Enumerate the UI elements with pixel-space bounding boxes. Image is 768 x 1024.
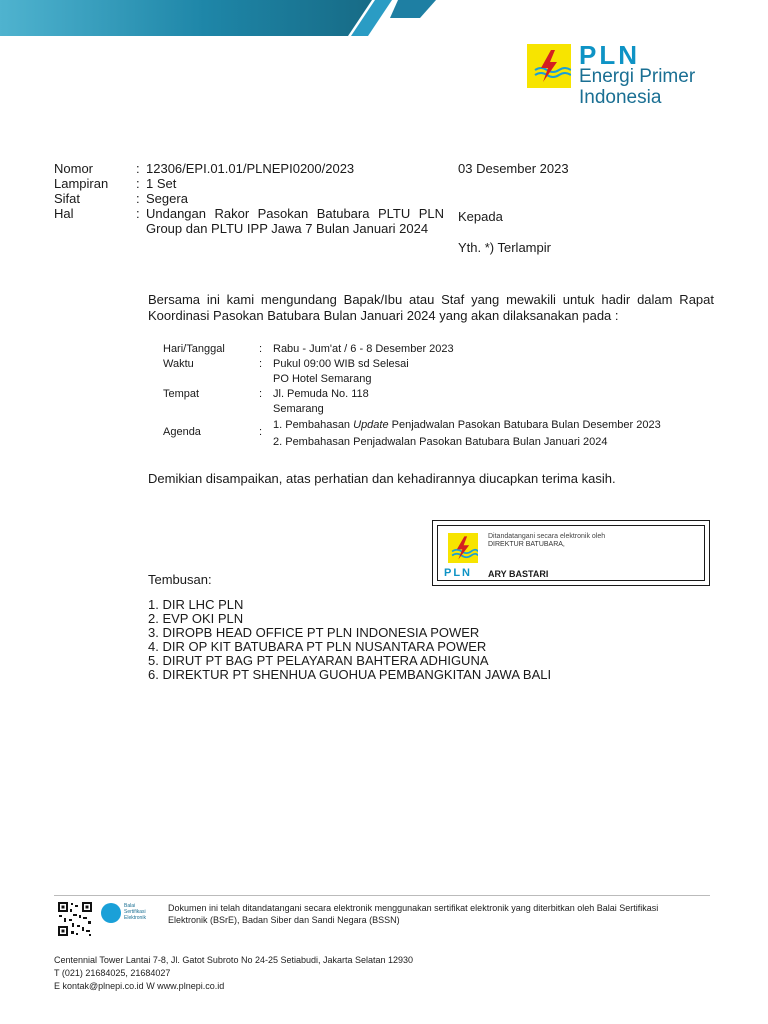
meta-colon: :	[136, 176, 140, 191]
bsre-line: Elektronik	[124, 915, 146, 921]
meta-hal	[54, 206, 444, 236]
header-band	[0, 0, 768, 36]
detail-tempat	[163, 372, 661, 417]
event-details	[163, 342, 661, 451]
bsre-line: Sertifikasi	[124, 909, 146, 915]
detail-colon: :	[259, 388, 263, 400]
cc-list	[148, 598, 551, 682]
tempat-line: PO Hotel Semarang	[273, 373, 372, 385]
meta-label: Sifat	[54, 191, 81, 206]
meta-colon: :	[136, 161, 140, 176]
meta-colon: :	[136, 206, 140, 221]
meta-value: 1 Set	[146, 176, 177, 191]
detail-waktu	[163, 357, 661, 372]
letter-date: 03 Desember 2023	[458, 161, 569, 176]
detail-value	[273, 372, 661, 417]
meta-value: Segera	[146, 191, 188, 206]
logo-subtitle-line1: Energi Primer	[579, 66, 696, 87]
cc-item: 3. DIROPB HEAD OFFICE PT PLN INDONESIA POWER	[148, 625, 480, 640]
detail-value: Rabu - Jum'at / 6 - 8 Desember 2023	[273, 343, 454, 355]
pln-logo	[527, 40, 727, 114]
qr-code-icon	[57, 901, 93, 937]
e-signature-box	[432, 520, 710, 586]
meta-sifat	[54, 191, 444, 206]
meta-lampiran	[54, 176, 444, 191]
detail-label: Agenda	[163, 426, 201, 438]
tempat-line: Semarang	[273, 403, 324, 415]
detail-colon: :	[259, 343, 263, 355]
signer-name: ARY BASTARI	[488, 569, 549, 579]
intro-paragraph: Bersama ini kami mengundang Bapak/Ibu atau Staf yang mewakili untuk hadir dalam Rapat Koordinasi Pasokan Batubara Bulan Januari 2024 yang akan dilaksanakan pada :	[148, 292, 714, 323]
cc-item: 1. DIR LHC PLN	[148, 597, 244, 612]
recipient-heading: Kepada	[458, 209, 503, 224]
meta-nomor	[54, 161, 444, 176]
contact-line: E kontak@plnepi.co.id W www.plnepi.co.id	[54, 981, 225, 991]
recipient-value: Yth. *) Terlampir	[458, 240, 551, 255]
pln-lightning-icon	[448, 533, 478, 563]
signature-note: Ditandatangani secara elektronik oleh	[488, 533, 606, 540]
detail-colon: :	[259, 426, 263, 438]
detail-colon: :	[259, 358, 263, 370]
detail-value: Pukul 09:00 WIB sd Selesai	[273, 358, 409, 370]
meta-label: Hal	[54, 206, 74, 221]
signature-logo-text: PLN	[444, 567, 472, 579]
agenda-prefix: 1. Pembahasan	[273, 419, 354, 431]
meta-colon: :	[136, 191, 140, 206]
agenda-item	[273, 417, 661, 434]
phone-line: T (021) 21684025, 21684027	[54, 968, 171, 978]
detail-label: Tempat	[163, 388, 200, 400]
detail-label: Hari/Tanggal	[163, 343, 225, 355]
bsre-line: Balai	[124, 903, 136, 909]
meta-value: 12306/EPI.01.01/PLNEPI0200/2023	[146, 161, 355, 176]
signature-title: DIREKTUR BATUBARA,	[488, 541, 565, 548]
agenda-suffix: Penjadwalan Pasokan Batubara Bulan Desember 2023	[388, 419, 661, 431]
cc-heading: Tembusan:	[148, 572, 212, 587]
logo-subtitle-line2: Indonesia	[579, 87, 662, 108]
address-line: Centennial Tower Lantai 7-8, Jl. Gatot Subroto No 24-25 Setiabudi, Jakarta Selatan 12930	[54, 955, 414, 965]
bsre-label	[124, 903, 164, 921]
cc-item: 2. EVP OKI PLN	[148, 611, 244, 626]
detail-value	[273, 417, 661, 451]
closing-paragraph: Demikian disampaikan, atas perhatian dan kehadirannya diucapkan terima kasih.	[148, 471, 616, 486]
meta-label: Nomor	[54, 161, 94, 176]
detail-agenda	[163, 417, 661, 451]
footer-divider	[54, 895, 710, 896]
cc-item: 6. DIREKTUR PT SHENHUA GUOHUA PEMBANGKITAN JAWA BALI	[148, 667, 552, 682]
agenda-emphasis: Update	[353, 419, 389, 431]
signature-frame	[437, 525, 705, 581]
meta-label: Lampiran	[54, 176, 109, 191]
pln-lightning-icon	[527, 44, 571, 88]
cc-item: 5. DIRUT PT BAG PT PELAYARAN BAHTERA ADHIGUNA	[148, 653, 489, 668]
detail-label: Waktu	[163, 358, 194, 370]
meta-value: Undangan Rakor Pasokan Batubara PLTU PLN Group dan PLTU IPP Jawa 7 Bulan Januari 2024	[146, 206, 444, 236]
tempat-line: Jl. Pemuda No. 118	[273, 388, 369, 400]
e-signature-disclaimer: Dokumen ini telah ditandatangani secara elektronik menggunakan sertifikat elektronik yang diterbitkan oleh Balai Sertifikasi Elektronik (BSrE), Badan Siber dan Sandi Negara (BSSN)	[168, 903, 659, 925]
detail-hari	[163, 342, 661, 357]
agenda-item: 2. Pembahasan Penjadwalan Pasokan Batubara Bulan Januari 2024	[273, 436, 608, 448]
bsre-logo-icon	[101, 903, 121, 923]
logo-brand-name: PLN	[579, 40, 640, 70]
cc-item: 4. DIR OP KIT BATUBARA PT PLN NUSANTARA POWER	[148, 639, 487, 654]
letter-meta	[54, 161, 444, 236]
company-address	[54, 954, 413, 993]
